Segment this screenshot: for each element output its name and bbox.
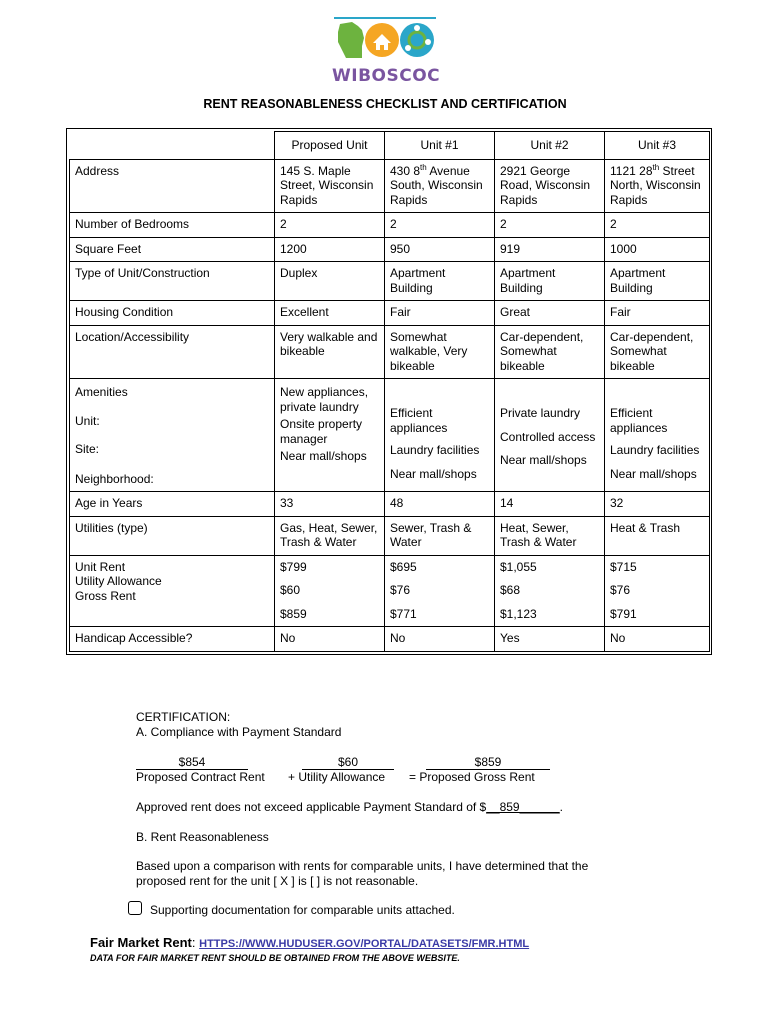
table-cell: 919 [495, 237, 605, 262]
rent-unit-3: $715 $76 $791 [605, 555, 710, 627]
address-cell: 430 8th Avenue South, Wisconsin Rapids [385, 159, 495, 213]
amenities-labels [70, 379, 275, 492]
row-label: Housing Condition [70, 301, 275, 326]
fmr-label: Fair Market Rent [90, 935, 192, 950]
gross-rent-label: = Proposed Gross Rent [409, 770, 535, 784]
based-upon-text-2: proposed rent for the unit [ X ] is [ ] is not reasonable. [136, 874, 419, 888]
table-cell: Apartment Building [495, 262, 605, 301]
table-row-handicap [70, 627, 710, 652]
row-label: Square Feet [70, 237, 275, 262]
certification-heading: CERTIFICATION: [136, 710, 231, 724]
address-cell: 1121 28th Street North, Wisconsin Rapids [605, 159, 710, 213]
table-cell: 2 [275, 213, 385, 238]
table-cell: Fair [385, 301, 495, 326]
table-cell: 950 [385, 237, 495, 262]
table-row-amenities [70, 379, 710, 492]
certification-section [136, 710, 656, 740]
table-cell: Excellent [275, 301, 385, 326]
address-cell: 2921 George Road, Wisconsin Rapids [495, 159, 605, 213]
table-cell: Very walkable and bikeable [275, 325, 385, 379]
header-unit-2: Unit #2 [495, 132, 605, 160]
rent-unit-2: $1,055 $68 $1,123 [495, 555, 605, 627]
table-cell: 1200 [275, 237, 385, 262]
supporting-docs-label: Supporting documentation for comparable units attached. [150, 903, 455, 917]
amenities-label: Amenities [75, 385, 128, 399]
table-cell: 33 [275, 492, 385, 517]
address-cell: 145 S. Maple Street, Wisconsin Rapids [275, 159, 385, 213]
table-row [70, 262, 710, 301]
table-cell: Car-dependent, Somewhat bikeable [495, 325, 605, 379]
logo-text: WIBOSCOC [332, 66, 441, 86]
table-row [70, 237, 710, 262]
rent-proposed: $799 $60 $859 [275, 555, 385, 627]
fmr-note: DATA FOR FAIR MARKET RENT SHOULD BE OBTAINED FROM THE ABOVE WEBSITE. [90, 953, 460, 963]
table-cell: Heat & Trash [605, 516, 710, 555]
table-row-address [70, 159, 710, 213]
table-cell: Gas, Heat, Sewer, Trash & Water [275, 516, 385, 555]
table-row [70, 516, 710, 555]
checklist-table [66, 128, 712, 655]
table-cell: No [385, 627, 495, 652]
payment-standard-field[interactable]: __859______ [486, 800, 560, 814]
row-label: Location/Accessibility [70, 325, 275, 379]
section-b-heading: B. Rent Reasonableness [136, 830, 269, 844]
header-unit-1: Unit #1 [385, 132, 495, 160]
table-cell: Apartment Building [605, 262, 710, 301]
header-blank [70, 132, 275, 160]
contract-rent-value[interactable]: $854 [136, 755, 248, 770]
row-label: Age in Years [70, 492, 275, 517]
row-label: Type of Unit/Construction [70, 262, 275, 301]
table-cell: Apartment Building [385, 262, 495, 301]
rent-labels: Unit Rent Utility Allowance Gross Rent [70, 555, 275, 627]
table-cell: 32 [605, 492, 710, 517]
table-row [70, 301, 710, 326]
approved-rent-line: Approved rent does not exceed applicable Payment Standard of $__859______. [136, 800, 563, 814]
amenities-unit-2: Private laundry Controlled access Near mall/shops [495, 379, 605, 492]
table-cell: No [275, 627, 385, 652]
table-cell: Car-dependent, Somewhat bikeable [605, 325, 710, 379]
gross-rent-value[interactable]: $859 [426, 755, 550, 770]
logo-graphic [332, 16, 438, 66]
row-label: Address [70, 159, 275, 213]
table-cell: Somewhat walkable, Very bikeable [385, 325, 495, 379]
table-cell: Fair [605, 301, 710, 326]
amenities-proposed: New appliances, private laundry Onsite property manager Near mall/shops [275, 379, 385, 492]
table-cell: Great [495, 301, 605, 326]
row-label: Number of Bedrooms [70, 213, 275, 238]
fmr-link[interactable]: HTTPS://WWW.HUDUSER.GOV/PORTAL/DATASETS/FMR.HTML [199, 938, 530, 950]
amenities-unit-label: Unit: [75, 413, 100, 428]
table-row-rent [70, 555, 710, 627]
based-upon-text-1: Based upon a comparison with rents for comparable units, I have determined that the [136, 859, 589, 873]
amenities-site-label: Site: [75, 442, 100, 456]
table-cell: No [605, 627, 710, 652]
table-header-row [70, 132, 710, 160]
amenities-unit-1: Efficient appliances Laundry facilities Near mall/shops [385, 379, 495, 492]
table-cell: Yes [495, 627, 605, 652]
table-cell: 2 [385, 213, 495, 238]
amenities-neighborhood-label: Neighborhood: [75, 471, 154, 486]
table-row [70, 325, 710, 379]
table-cell: Heat, Sewer, Trash & Water [495, 516, 605, 555]
page-title: RENT REASONABLENESS CHECKLIST AND CERTIFICATION [203, 97, 567, 111]
header-unit-3: Unit #3 [605, 132, 710, 160]
supporting-docs-checkbox[interactable] [128, 901, 142, 915]
table-cell: 48 [385, 492, 495, 517]
table-cell: 2 [495, 213, 605, 238]
utility-allowance-label: + Utility Allowance [288, 770, 386, 784]
table-row [70, 213, 710, 238]
wiboscoc-logo [332, 16, 441, 88]
section-a-heading: A. Compliance with Payment Standard [136, 725, 342, 739]
table-cell: Duplex [275, 262, 385, 301]
rent-unit-1: $695 $76 $771 [385, 555, 495, 627]
amenities-unit-3: Efficient appliances Laundry facilities Near mall/shops [605, 379, 710, 492]
row-label: Utilities (type) [70, 516, 275, 555]
header-proposed-unit: Proposed Unit [275, 132, 385, 160]
table-cell: 2 [605, 213, 710, 238]
table-cell: 1000 [605, 237, 710, 262]
fair-market-rent-line: Fair Market Rent: HTTPS://WWW.HUDUSER.GOV/PORTAL/DATASETS/FMR.HTML [90, 935, 530, 950]
contract-rent-label: Proposed Contract Rent [136, 770, 265, 784]
row-label: Handicap Accessible? [70, 627, 275, 652]
table-cell: Sewer, Trash & Water [385, 516, 495, 555]
table-cell: 14 [495, 492, 605, 517]
table-row [70, 492, 710, 517]
utility-allowance-value[interactable]: $60 [302, 755, 394, 770]
